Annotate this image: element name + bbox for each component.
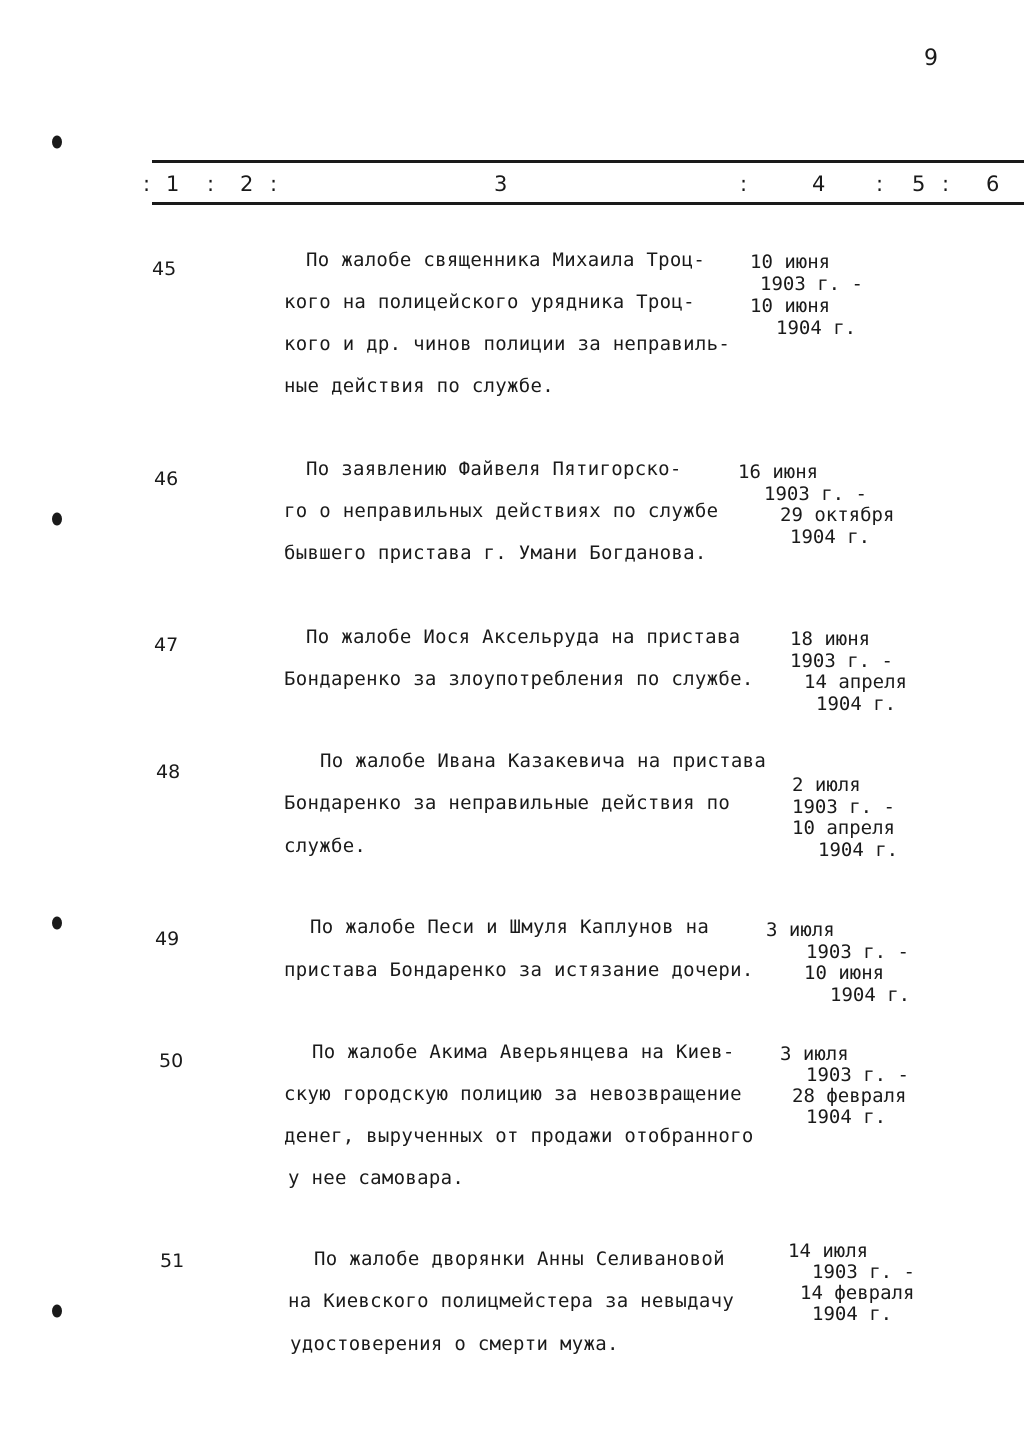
- entry-date-end-year: 1904 г.: [816, 693, 897, 715]
- entry-date-end: 14 февраля: [800, 1282, 915, 1304]
- binder-hole: [52, 1305, 62, 1318]
- entry-date-end: 10 июня: [750, 295, 831, 317]
- entry-number: 48: [156, 761, 181, 783]
- column-header-6: 6: [986, 172, 1000, 196]
- entry-text-line: у нее самовара.: [288, 1167, 465, 1189]
- column-header-2: 2: [240, 172, 254, 196]
- entry-number: 49: [155, 928, 180, 950]
- page-number: 9: [924, 46, 938, 71]
- entry-text-line: По жалобе дворянки Анны Селивановой: [314, 1248, 725, 1270]
- entry-date-end: 29 октября: [780, 504, 895, 526]
- entry-date-end-year: 1904 г.: [812, 1303, 893, 1325]
- binder-hole: [52, 513, 62, 526]
- entry-number: 46: [154, 468, 179, 490]
- column-header-3: 3: [494, 172, 508, 196]
- entry-date-start-year: 1903 г. -: [790, 650, 893, 672]
- column-separator: :: [143, 172, 151, 196]
- column-separator: :: [876, 172, 884, 196]
- entry-date-end: 10 июня: [804, 962, 885, 984]
- entry-number: 47: [154, 634, 179, 656]
- column-separator: :: [942, 172, 950, 196]
- column-header-4: 4: [812, 172, 826, 196]
- entry-date-end-year: 1904 г.: [806, 1106, 887, 1128]
- column-header-5: 5: [912, 172, 926, 196]
- entry-text-line: денег, вырученных от продажи отобранного: [284, 1125, 754, 1147]
- entry-date-end: 28 февраля: [792, 1085, 907, 1107]
- entry-text-line: По жалобе Песи и Шмуля Каплунов на: [310, 916, 710, 938]
- entry-date-start: 2 июля: [792, 774, 861, 796]
- entry-date-start: 3 июля: [780, 1043, 849, 1065]
- entry-text-line: кого и др. чинов полиции за неправиль-: [284, 333, 731, 355]
- header-top-rule: [152, 160, 1024, 163]
- entry-text-line: пристава Бондаренко за истязание дочери.: [284, 959, 754, 981]
- entry-date-start-year: 1903 г. -: [792, 796, 895, 818]
- entry-text-line: го о неправильных действиях по службе: [284, 500, 719, 522]
- binder-hole: [52, 917, 62, 930]
- entry-date-start: 16 июня: [738, 461, 819, 483]
- entry-date-start-year: 1903 г. -: [806, 941, 909, 963]
- column-separator: :: [740, 172, 748, 196]
- entry-text-line: кого на полицейского урядника Троц-: [284, 291, 695, 313]
- entry-date-start-year: 1903 г. -: [806, 1064, 909, 1086]
- column-separator: :: [207, 172, 215, 196]
- entry-date-start-year: 1903 г. -: [812, 1261, 915, 1283]
- entry-text-line: По жалобе священника Михаила Троц-: [306, 249, 706, 271]
- entry-text-line: Бондаренко за неправильные действия по: [284, 792, 731, 814]
- entry-date-end: 10 апреля: [792, 817, 895, 839]
- entry-date-start: 14 июля: [788, 1240, 869, 1262]
- entry-text-line: бывшего пристава г. Умани Богданова.: [284, 542, 707, 564]
- header-bottom-rule: [152, 202, 1024, 205]
- entry-text-line: По жалобе Ивана Казакевича на пристава: [320, 750, 767, 772]
- entry-date-start: 10 июня: [750, 251, 831, 273]
- entry-text-line: По заявлению Файвеля Пятигорско-: [306, 458, 682, 480]
- entry-date-end-year: 1904 г.: [818, 839, 899, 861]
- entry-text-line: скую городскую полицию за невозвращение: [284, 1083, 742, 1105]
- binder-hole: [52, 136, 62, 149]
- entry-text-line: По жалобе Акима Аверьянцева на Киев-: [312, 1041, 735, 1063]
- entry-date-start-year: 1903 г. -: [764, 483, 867, 505]
- entry-text-line: на Киевского полицмейстера за невыдачу: [288, 1290, 735, 1312]
- entry-date-end-year: 1904 г.: [790, 526, 871, 548]
- column-header-1: 1: [166, 172, 180, 196]
- entry-date-end-year: 1904 г.: [830, 984, 911, 1006]
- entry-date-end: 14 апреля: [804, 671, 907, 693]
- entry-number: 45: [152, 258, 177, 280]
- entry-text-line: По жалобе Иося Аксельруда на пристава: [306, 626, 741, 648]
- entry-text-line: службе.: [284, 835, 367, 857]
- column-separator: :: [270, 172, 278, 196]
- entry-text-line: Бондаренко за злоупотребления по службе.: [284, 668, 754, 690]
- entry-number: 51: [160, 1250, 185, 1272]
- entry-date-end-year: 1904 г.: [776, 317, 857, 339]
- entry-number: 50: [159, 1050, 184, 1072]
- entry-date-start-year: 1903 г. -: [760, 273, 863, 295]
- entry-text-line: ные действия по службе.: [284, 375, 554, 397]
- entry-text-line: удостоверения о смерти мужа.: [290, 1333, 619, 1355]
- entry-date-start: 3 июля: [766, 919, 835, 941]
- entry-date-start: 18 июня: [790, 628, 871, 650]
